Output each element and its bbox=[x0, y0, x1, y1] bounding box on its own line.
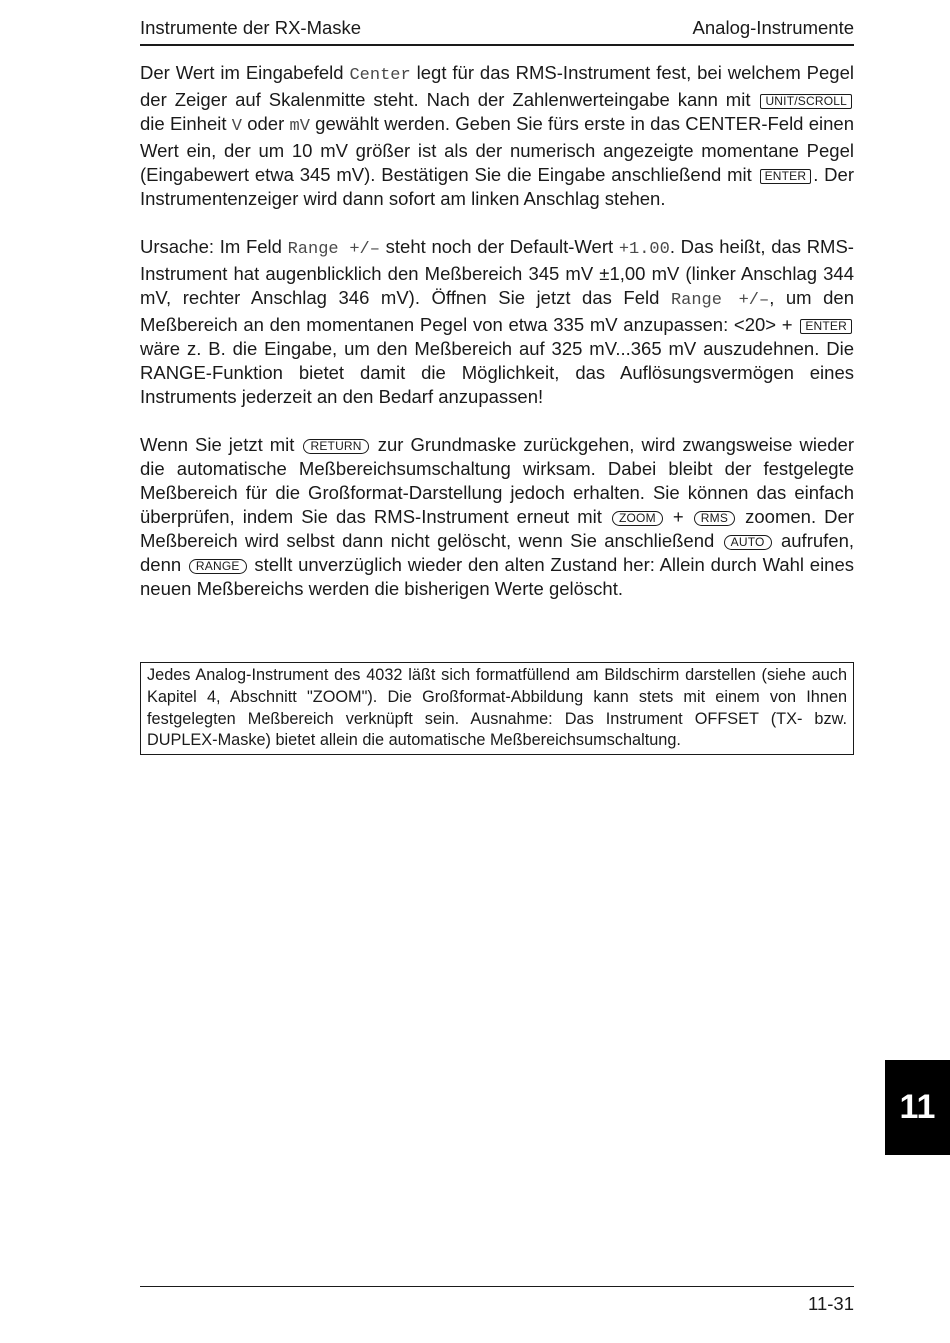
enter-key: ENTER bbox=[800, 319, 852, 334]
field-name-range: Range +/– bbox=[287, 240, 380, 259]
unit-mv: mV bbox=[289, 117, 310, 136]
note-box: Jedes Analog-Instrument des 4032 läßt sich formatfüllend am Bildschirm darstellen (siehe auch Kapitel 4, Abschnitt "ZOOM"). Die Großformat-Abbildung kann stets mit einem von Ihnen festgelegten Meßbereich verknüpft sein. Ausnahme: Das Instrument OFFSET (TX- bzw. DUPLEX-Maske) bietet allein die automatische Meßbereichsumschaltung. bbox=[140, 662, 854, 755]
paragraph-return bbox=[140, 433, 854, 601]
text-run: . Das heißt, das RMS-Instrument hat augenblicklich den Meßbereich 345 mV ±1,00 mV (linker Anschlag 344 mV, rechter Anschlag 346 mV). Öffnen Sie jetzt das Feld bbox=[140, 236, 854, 308]
text-run: legt für das RMS-Instrument fest, bei welchem Pegel der Zeiger auf Skalenmitte steht. Nach der Zahlenwerteingabe kann mit bbox=[140, 62, 854, 110]
text-run: zoomen. Der Meßbereich wird selbst dann nicht gelöscht, wenn Sie anschließend bbox=[140, 506, 854, 551]
text-run: + bbox=[664, 506, 692, 527]
text-run: Wenn Sie jetzt mit bbox=[140, 434, 302, 455]
body-text bbox=[140, 61, 854, 625]
text-run: die Einheit bbox=[140, 113, 232, 134]
unit-scroll-key: UNIT/SCROLL bbox=[760, 94, 852, 109]
header-section-title: Instrumente der RX-Maske bbox=[140, 17, 362, 38]
page-number: 11-31 bbox=[808, 1293, 854, 1314]
default-value: +1.00 bbox=[618, 240, 670, 259]
text-run: Ursache: Im Feld bbox=[140, 236, 288, 257]
text-run: , um den Meßbereich an den momentanen Pegel von etwa 335 mV anzupassen: <20> + bbox=[140, 287, 854, 335]
text-run: stellt unverzüglich wieder den alten Zustand her: Allein durch Wahl eines neuen Meßbereichs werden die bisherigen Werte gelöscht. bbox=[140, 554, 855, 599]
text-run: . Der Instrumentenzeiger wird dann sofort am linken Anschlag stehen. bbox=[140, 164, 854, 209]
zoom-key: ZOOM bbox=[612, 511, 663, 526]
paragraph-center-field bbox=[140, 61, 854, 211]
return-key: RETURN bbox=[303, 439, 368, 454]
field-name-range: Range +/– bbox=[670, 291, 770, 310]
rms-key: RMS bbox=[694, 511, 735, 526]
page-header bbox=[140, 16, 854, 46]
enter-key: ENTER bbox=[760, 169, 812, 184]
chapter-tab: 11 bbox=[885, 1060, 950, 1155]
auto-key: AUTO bbox=[724, 535, 772, 550]
header-chapter-title: Analog-Instrumente bbox=[692, 17, 854, 38]
text-run: gewählt werden. Geben Sie fürs erste in das CENTER-Feld einen Wert ein, der um 10 mV größer ist als der numerisch angezeigte momentane Pegel (Eingabewert etwa 345 mV). Bestätigen Sie die Eingabe anschließend mit bbox=[140, 113, 854, 185]
footer-divider bbox=[140, 1286, 854, 1287]
text-run: steht noch der Default-Wert bbox=[379, 236, 619, 257]
text-run: wäre z. B. die Eingabe, um den Meßbereich auf 325 mV...365 mV auszudehnen. Die RANGE-Funktion bietet damit die Möglichkeit, das Auflösungsvermögen eines Instruments jederzeit an den Bedarf anzupassen! bbox=[140, 338, 854, 407]
paragraph-range-field bbox=[140, 235, 854, 409]
text-run: oder bbox=[241, 113, 290, 134]
range-key: RANGE bbox=[189, 559, 247, 574]
unit-v: V bbox=[231, 117, 242, 136]
text-run: aufrufen, denn bbox=[140, 530, 855, 575]
text-run: zur Grundmaske zurückgehen, wird zwangsweise wieder die automatische Meßbereichsumschaltung wirksam. Dabei bleibt der festgelegte Meßbereich für die Großformat-Darstellung jedoch erhalten. Sie können das einfach überprüfen, indem Sie das RMS-Instrument erneut mit bbox=[140, 434, 854, 527]
text-run: Der Wert im Eingabefeld bbox=[140, 62, 350, 83]
field-name-center: Center bbox=[349, 66, 411, 85]
